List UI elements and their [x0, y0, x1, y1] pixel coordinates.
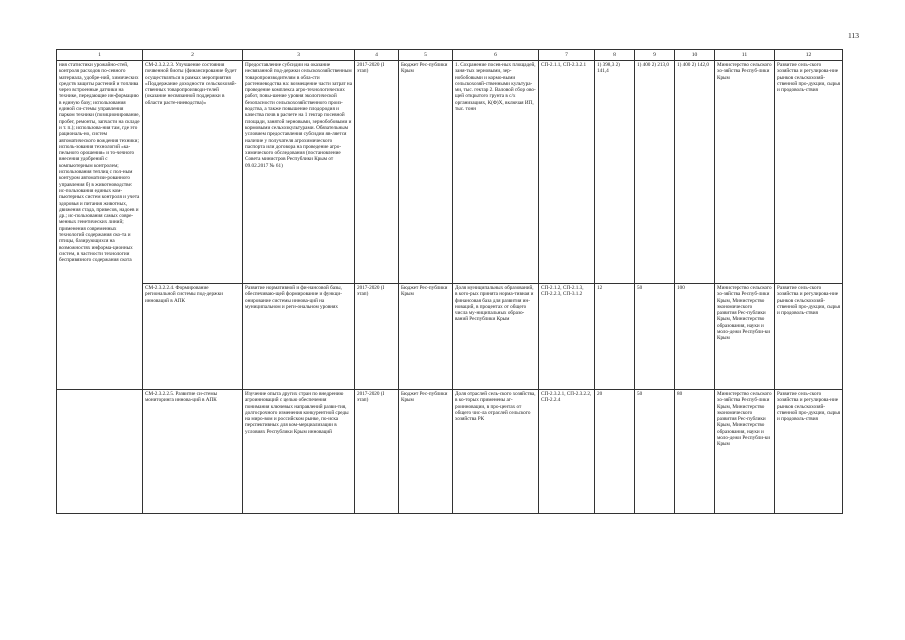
- merged-description-cell: ния статистики урожайно-стей, контроля расходов по-севного материала, удобре-ний, химических средств защиты растений и топлива через встроенные датчики на технике, передающие ин-формацию в единую базу; использования единой си-стемы управления парком техники (позиционирование, пробег, ремонты, запчасти на складе и т. п.); использова-ния там, где это рациональ-но, систем автоматического вождения техники; исполь-зования технологий «ка-пельного орошения» и то-чечного внесения удобрений с компьютерным контролем; использования теплиц с пол-ным контуром автоматизи-рованного управления б) в животноводстве: ис-пользования единых ком-пьютерных систем контроля и учета здоровья и питания животных, движения стада, привесов, надоев и др.; ис-пользования самых совре-менных генетических линий; применения современных технологий содержания ско-та и птицы, базирующихся на возможностях информа-ционных систем, в частности технологии беспривязного содержания скота: [57, 61, 143, 390]
- funding-source-cell: Бюджет Рес-публики Крым: [399, 390, 453, 514]
- indicator-cell: Доля муниципальных образований, в кото-рых принята норма-тивная и финансовая база для развития ин-новаций, в процентах от общего числа му-ниципальных образо-ваний Республики Крым: [453, 284, 539, 390]
- measure-content-cell: Предоставление субсидии на оказание несвязанной под-держки сельскохозяйственным товаропроизводителям в обла-сти растениеводства на: возмещение части затрат на проведение комплекса агро-технологических работ, повы-шение уровня экологической безопасности сельскохозяйственного произ-водства, а также повышение плодородия и качества почв в расчете на 1 гектар посевной площади, занятой зерновыми, зернобобовыми и кормовыми сельхозкультурами. Обязательным условием предоставления субсидии яв-ляется наличие у получателя агрохимического паспорта или договора на проведение агро-химического обследования (постановление Совета министров Республики Крым от 09.02.2017 № 61): [243, 61, 355, 284]
- period-cell: 2017-2020 (I этап): [355, 284, 399, 390]
- header-cell: 10: [675, 50, 715, 61]
- header-cell: 6: [453, 50, 539, 61]
- header-cell: 11: [715, 50, 775, 61]
- period-cell: 2017-2020 (I этап): [355, 61, 399, 284]
- responsible-cell: Министерство сельского хо-зяйства Респуб-лики Крым, Министерство экономического развития Рес-публики Крым, Министерство образования, науки и моло-дежи Республи-ки Крым: [715, 284, 775, 390]
- value-cell: 50: [635, 390, 675, 514]
- table-row: [57, 284, 843, 390]
- value-cell: 1) 400 2) 142,0: [675, 61, 715, 284]
- indicator-cell: 1. Сохранение посев-ных площадей, заня-тых зерновыми, зер-нобобовыми и кормо-выми сельскохозяй-ственными культура-ми, тыс. гектар 2. Валовой сбор ово-щей открытого грунта в с/х организациях, К(Ф)Х, включая ИП, тыс. тонн: [453, 61, 539, 284]
- measure-code-cell: СМ-2.3.2.2.3. Улучшение состояния почвенной биоты (финансирование будет осуществляться в рамках мероприятия «Поддержание доходности сельскохозяй-ственных товаропроизводи-телей (оказание несвязанной поддержки в области расте-ниеводства)»: [143, 61, 243, 284]
- header-cell: 7: [539, 50, 595, 61]
- responsible-cell: Министерство сельского хо-зяйства Респуб-лики Крым: [715, 61, 775, 284]
- funding-source-cell: Бюджет Рес-публики Крым: [399, 61, 453, 284]
- header-cell: 2: [143, 50, 243, 61]
- program-cell: Развитие сель-ского хозяйства и регулирова-ние рынков сельскохозяй-ственной про-дукции, сырья и продоволь-ствия: [775, 284, 843, 390]
- indicator-cell: Доля отраслей сель-ского хозяйства, в ко-торых применены аг-роинновации, в про-центах от общего чис-ла отраслей сельского хозяйства РК: [453, 390, 539, 514]
- value-cell: 80: [675, 390, 715, 514]
- measure-content-cell: Развитие нормативной и фи-нансовой базы, обеспечиваю-щей формирование и функци-онирование системы иннова-ций на муниципальном и реги-ональном уровнях: [243, 284, 355, 390]
- page-number: 113: [848, 31, 859, 40]
- funding-source-cell: Бюджет Рес-публики Крым: [399, 284, 453, 390]
- header-cell: 12: [775, 50, 843, 61]
- goal-link-cell: СП-2.3.2.1, СП-2.3.2.2, СП-2.2.4: [539, 390, 595, 514]
- goal-link-cell: СП-2.1.2, СП-2.1.3, СП-2.2.3, СП-3.1.2: [539, 284, 595, 390]
- header-cell: 1: [57, 50, 143, 61]
- measure-code-cell: СМ-2.3.2.2.5. Развитие си-стемы мониторинга иннова-ций в АПК: [143, 390, 243, 514]
- value-cell: 100: [675, 284, 715, 390]
- value-cell: 50: [635, 284, 675, 390]
- program-cell: Развитие сель-ского хозяйства и регулирова-ние рынков сельскохозяй-ственной про-дукции, сырья и продоволь-ствия: [775, 390, 843, 514]
- value-cell: 20: [595, 390, 635, 514]
- program-cell: Развитие сель-ского хозяйства и регулирова-ние рынков сельскохозяй-ственной про-дукции, сырья и продоволь-ствия: [775, 61, 843, 284]
- measures-table: [56, 49, 843, 514]
- value-cell: 1) 398,3 2) 141,4: [595, 61, 635, 284]
- header-cell: 5: [399, 50, 453, 61]
- empty-cell: [57, 390, 143, 514]
- header-cell: 8: [595, 50, 635, 61]
- responsible-cell: Министерство сельского хо-зяйства Респуб-лики Крым, Министерство экономического развития Рес-публики Крым, Министерство образования, науки и моло-дежи Республи-ки Крым: [715, 390, 775, 514]
- header-row: [57, 50, 843, 61]
- value-cell: 1) 400 2) 213,0: [635, 61, 675, 284]
- measure-content-cell: Изучение опыта других стран по внедрению агроинноваций с целью обеспечения понимания ключевых направлений разви-тия, долгосрочного изменения конкурентной среды на миро-вом и российском рынке, по-иска перспективных для ком-мерциализации в условиях Республики Крым инноваций: [243, 390, 355, 514]
- table-row: [57, 61, 843, 284]
- value-cell: 12: [595, 284, 635, 390]
- measure-code-cell: СМ-2.3.2.2.4. Формирование региональной системы под-держки инноваций в АПК: [143, 284, 243, 390]
- header-cell: 3: [243, 50, 355, 61]
- goal-link-cell: СП-2.1.1, СП-2.3.2.1: [539, 61, 595, 284]
- header-cell: 4: [355, 50, 399, 61]
- period-cell: 2017-2020 (I этап): [355, 390, 399, 514]
- table-row: [57, 390, 843, 514]
- header-cell: 9: [635, 50, 675, 61]
